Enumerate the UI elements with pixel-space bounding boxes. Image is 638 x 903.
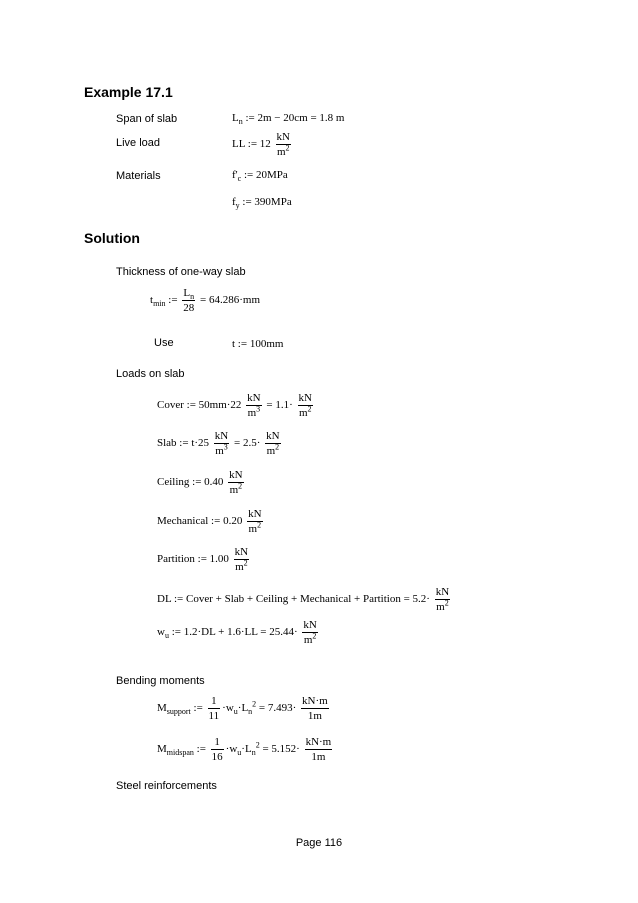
- partition-equation: Partition := 1.00 $\frac{kN}{m^2}$: [157, 546, 249, 573]
- coef-fraction: $\frac{1}{16}$: [211, 736, 223, 763]
- unit-fraction: $\frac{kN}{m^2}$: [248, 508, 262, 535]
- dl-equation: DL := Cover + Slab + Ceiling + Mechanical + Partition = 5.2· $\frac{kN}{m^2}$: [157, 586, 450, 613]
- fy-equation: $f_y$ := 390MPa: [232, 196, 292, 211]
- unit-fraction: $\frac{kN}{m^2}$: [234, 546, 249, 573]
- thickness-label: Thickness of one-way slab: [116, 266, 246, 278]
- unit-fraction: $\frac{kN}{m^2}$: [303, 619, 317, 646]
- span-label: Span of slab: [116, 113, 178, 125]
- unit-fraction: $\frac{kN}{m^3}$: [214, 430, 229, 457]
- materials-label: Materials: [116, 170, 161, 182]
- unit-fraction: $\frac{kN}{m^2}$: [276, 131, 290, 158]
- use-label: Use: [154, 337, 174, 349]
- slab-equation: Slab := t·25 $\frac{kN}{m^3}$ = 2.5· $\frac{kN}{m^2}$: [157, 430, 280, 457]
- mmidspan-equation: $M_{midspan}$ := $\frac{1}{16}$ $\cdot w_u\cdot L_n^2 = 5.152\cdot$ $\frac{kN\cdot m}{1m}$: [157, 736, 332, 763]
- tmin-fraction: $\frac{L_n}{28}$: [183, 287, 195, 314]
- unit-fraction: $\frac{kN\cdot m}{1m}$: [302, 695, 328, 722]
- coef-fraction: $\frac{1}{11}$: [208, 695, 220, 722]
- page-number: Page 116: [295, 837, 343, 849]
- unit-fraction: $\frac{kN\cdot m}{1m}$: [305, 736, 332, 763]
- live-load-label: Live load: [116, 137, 161, 149]
- wu-equation: $w_u$ := 1.2·DL + 1.6·LL = 25.44· $\frac{kN}{m^2}$: [157, 619, 317, 646]
- steel-label: Steel reinforcements: [116, 780, 217, 792]
- mechanical-equation: Mechanical := 0.20 $\frac{kN}{m^2}$: [157, 508, 262, 535]
- unit-fraction: $\frac{kN}{m^2}$: [266, 430, 280, 457]
- msupport-equation: $M_{support}$ := $\frac{1}{11}$ $\cdot w_u\cdot L_n^2 = 7.493\cdot$ $\frac{kN\cdot m}{1m}$: [157, 695, 328, 722]
- example-title: Example 17.1: [84, 84, 173, 100]
- bending-label: Bending moments: [116, 675, 205, 687]
- loads-label: Loads on slab: [116, 368, 185, 380]
- solution-heading: Solution: [84, 230, 140, 246]
- unit-fraction: $\frac{kN}{m^2}$: [298, 392, 312, 419]
- fc-equation: $f'_c$ := 20MPa: [232, 169, 288, 184]
- unit-fraction: $\frac{kN}{m^2}$: [435, 586, 450, 613]
- unit-fraction: $\frac{kN}{m^3}$: [247, 392, 261, 419]
- unit-fraction: $\frac{kN}{m^2}$: [229, 469, 243, 496]
- use-equation: t := 100mm: [232, 338, 284, 350]
- ceiling-equation: Ceiling := 0.40 $\frac{kN}{m^2}$: [157, 469, 243, 496]
- tmin-equation: $t_{min}$ := $\frac{L_n}{28}$ = 64.286·mm: [150, 287, 261, 314]
- cover-equation: Cover := 50mm·22 $\frac{kN}{m^3}$ = 1.1· $\frac{kN}{m^2}$: [157, 392, 312, 419]
- span-equation: $L_n$ := 2m − 20cm = 1.8 m: [232, 112, 345, 127]
- live-load-equation: LL := 12 $\frac{kN}{m^2}$: [232, 131, 290, 158]
